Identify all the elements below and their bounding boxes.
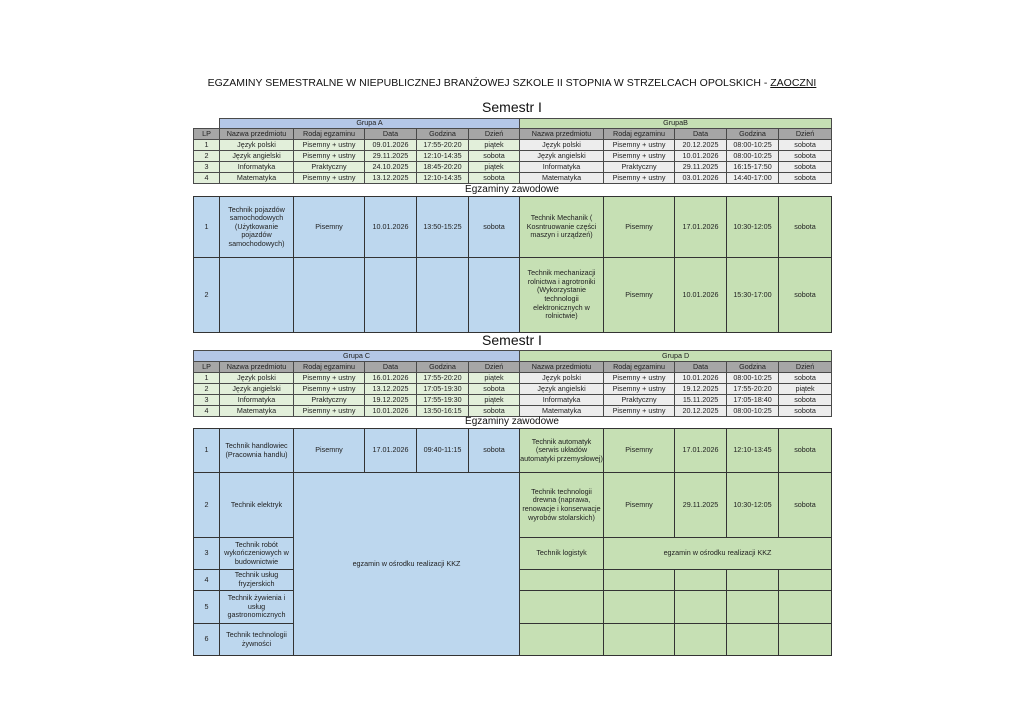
day-cell: sobota: [779, 162, 832, 173]
table-row: [194, 151, 832, 162]
exam-type-cell: Pisemny: [604, 473, 675, 538]
col-lp: LP: [194, 129, 220, 140]
time-cell: 13:50-15:25: [417, 197, 469, 258]
exam-type-cell: Praktyczny: [604, 395, 675, 406]
column-header-row: [194, 129, 832, 140]
day-cell: sobota: [779, 140, 832, 151]
time-cell: 17:55-20:20: [727, 384, 779, 395]
column-header-row: [194, 362, 832, 373]
lp-cell: 6: [194, 624, 220, 656]
time-cell: 13:50-16:15: [417, 406, 469, 417]
empty-cell: [675, 591, 727, 624]
table-row: [194, 140, 832, 151]
time-cell: 10:30-12:05: [727, 473, 779, 538]
subject-cell: Informatyka: [520, 162, 604, 173]
title-underlined-text: ZAOCZNI: [770, 77, 817, 89]
semester-heading: Semestr I: [482, 99, 542, 115]
exam-type-cell: Pisemny + ustny: [604, 384, 675, 395]
subject-cell: [220, 258, 294, 333]
lp-cell: 5: [194, 591, 220, 624]
col-time: Godzina: [417, 362, 469, 373]
subject-cell: Informatyka: [220, 162, 294, 173]
time-cell: 09:40-11:15: [417, 429, 469, 473]
exam-type-cell: Pisemny + ustny: [294, 151, 365, 162]
subject-cell: Technik automatyk (serwis układów automatyki przemysłowej): [520, 429, 604, 473]
exam-table-section2: [193, 350, 832, 417]
empty-cell: [675, 624, 727, 656]
col-date: Data: [675, 129, 727, 140]
subject-cell: Matematyka: [220, 406, 294, 417]
date-cell: 13.12.2025: [365, 384, 417, 395]
exam-type-cell: Pisemny: [294, 197, 365, 258]
exam-type-cell: Pisemny: [604, 429, 675, 473]
date-cell: 03.01.2026: [675, 173, 727, 184]
col-subject: Nazwa przedmiotu: [520, 362, 604, 373]
exam-type-cell: Pisemny + ustny: [294, 373, 365, 384]
day-cell: sobota: [469, 384, 520, 395]
subject-cell: Technik technologii żywności: [220, 624, 294, 656]
empty-cell: [675, 570, 727, 591]
col-date: Data: [365, 129, 417, 140]
col-day: Dzień: [469, 362, 520, 373]
subject-cell: Technik mechanizacji rolnictwa i agrotroniki (Wykorzystanie technologii elektronicznych w rolnictwie): [520, 258, 604, 333]
day-cell: sobota: [779, 406, 832, 417]
subject-cell: Informatyka: [220, 395, 294, 406]
group-header-left: Grupa A: [220, 119, 520, 129]
col-subject: Nazwa przedmiotu: [220, 129, 294, 140]
date-cell: 20.12.2025: [675, 140, 727, 151]
time-cell: 12:10-14:35: [417, 151, 469, 162]
date-cell: 10.01.2026: [365, 197, 417, 258]
day-cell: sobota: [779, 395, 832, 406]
kkz-note-cell: egzamin w ośrodku realizacji KKZ: [604, 538, 832, 570]
col-subject: Nazwa przedmiotu: [520, 129, 604, 140]
empty-cell: [779, 591, 832, 624]
exam-type-cell: Pisemny: [294, 429, 365, 473]
lp-cell: 3: [194, 162, 220, 173]
table-row: [194, 406, 832, 417]
subject-cell: Technik usług fryzjerskich: [220, 570, 294, 591]
day-cell: piątek: [779, 384, 832, 395]
subject-cell: Język polski: [220, 140, 294, 151]
subject-cell: Technik elektryk: [220, 473, 294, 538]
vocational-row: [194, 197, 832, 258]
lp-cell: 2: [194, 473, 220, 538]
day-cell: sobota: [469, 173, 520, 184]
exam-type-cell: Praktyczny: [294, 395, 365, 406]
col-exam-type: Rodaj egzaminu: [294, 362, 365, 373]
exam-type-cell: Pisemny: [604, 197, 675, 258]
col-exam-type: Rodaj egzaminu: [604, 362, 675, 373]
subject-cell: Technik żywienia i usług gastronomicznych: [220, 591, 294, 624]
empty-cell: [779, 570, 832, 591]
col-exam-type: Rodaj egzaminu: [294, 129, 365, 140]
subject-cell: Technik logistyk: [520, 538, 604, 570]
lp-cell: 2: [194, 384, 220, 395]
table-row: [194, 384, 832, 395]
time-cell: 18:45-20:20: [417, 162, 469, 173]
table-row: [194, 373, 832, 384]
table-row: [194, 173, 832, 184]
subject-cell: Technik technologii drewna (naprawa, renowacje i konserwacje wyrobów stolarskich): [520, 473, 604, 538]
exam-type-cell: Pisemny + ustny: [604, 173, 675, 184]
vocational-heading: Egzaminy zawodowe: [465, 184, 559, 195]
date-cell: 24.10.2025: [365, 162, 417, 173]
date-cell: 29.11.2025: [675, 162, 727, 173]
day-cell: sobota: [779, 173, 832, 184]
vocational-table-section2: [193, 428, 832, 656]
lp-cell: 4: [194, 570, 220, 591]
date-cell: 10.01.2026: [675, 151, 727, 162]
time-cell: [417, 258, 469, 333]
time-cell: 12:10-14:35: [417, 173, 469, 184]
lp-cell: 1: [194, 429, 220, 473]
time-cell: 12:10-13:45: [727, 429, 779, 473]
day-cell: sobota: [469, 197, 520, 258]
subject-cell: Język angielski: [520, 384, 604, 395]
day-cell: piątek: [469, 140, 520, 151]
lp-cell: 1: [194, 197, 220, 258]
day-cell: sobota: [779, 473, 832, 538]
subject-cell: Technik handlowiec (Pracownia handlu): [220, 429, 294, 473]
date-cell: 17.01.2026: [365, 429, 417, 473]
vocational-heading: Egzaminy zawodowe: [465, 416, 559, 427]
empty-cell: [604, 624, 675, 656]
empty-cell: [194, 119, 220, 129]
day-cell: sobota: [779, 373, 832, 384]
date-cell: 16.01.2026: [365, 373, 417, 384]
exam-type-cell: Pisemny + ustny: [604, 406, 675, 417]
table-row: [194, 162, 832, 173]
col-exam-type: Rodaj egzaminu: [604, 129, 675, 140]
date-cell: 10.01.2026: [675, 258, 727, 333]
time-cell: 08:00-10:25: [727, 151, 779, 162]
lp-cell: 1: [194, 373, 220, 384]
date-cell: 10.01.2026: [365, 406, 417, 417]
day-cell: sobota: [469, 151, 520, 162]
date-cell: 09.01.2026: [365, 140, 417, 151]
empty-cell: [604, 570, 675, 591]
subject-cell: Język angielski: [220, 151, 294, 162]
subject-cell: Matematyka: [220, 173, 294, 184]
empty-cell: [520, 570, 604, 591]
date-cell: 19.12.2025: [365, 395, 417, 406]
empty-cell: [604, 591, 675, 624]
col-day: Dzień: [779, 129, 832, 140]
empty-cell: [520, 624, 604, 656]
subject-cell: Technik Mechanik ( Kosntruowanie części maszyn i urządzeń): [520, 197, 604, 258]
date-cell: 20.12.2025: [675, 406, 727, 417]
exam-type-cell: Pisemny + ustny: [294, 140, 365, 151]
day-cell: piątek: [469, 395, 520, 406]
vocational-row: [194, 473, 832, 538]
time-cell: 17:05-18:40: [727, 395, 779, 406]
col-time: Godzina: [727, 129, 779, 140]
col-date: Data: [675, 362, 727, 373]
exam-type-cell: Pisemny + ustny: [604, 151, 675, 162]
date-cell: [365, 258, 417, 333]
lp-cell: 4: [194, 173, 220, 184]
date-cell: 13.12.2025: [365, 173, 417, 184]
subject-cell: Język polski: [520, 140, 604, 151]
lp-cell: 3: [194, 538, 220, 570]
day-cell: sobota: [779, 258, 832, 333]
col-day: Dzień: [469, 129, 520, 140]
col-date: Data: [365, 362, 417, 373]
semester-heading: Semestr I: [482, 332, 542, 348]
day-cell: sobota: [469, 429, 520, 473]
col-time: Godzina: [417, 129, 469, 140]
lp-cell: 1: [194, 140, 220, 151]
subject-cell: Matematyka: [520, 173, 604, 184]
time-cell: 17:05-19:30: [417, 384, 469, 395]
date-cell: 29.11.2025: [365, 151, 417, 162]
time-cell: 17:55-19:30: [417, 395, 469, 406]
time-cell: 15:30-17:00: [727, 258, 779, 333]
exam-type-cell: Pisemny + ustny: [604, 373, 675, 384]
day-cell: [469, 258, 520, 333]
col-day: Dzień: [779, 362, 832, 373]
exam-type-cell: Pisemny + ustny: [294, 406, 365, 417]
time-cell: 17:55-20:20: [417, 140, 469, 151]
vocational-row: [194, 429, 832, 473]
group-header-right: Grupa D: [520, 351, 832, 362]
subject-cell: Technik robót wykończeniowych w budownictwie: [220, 538, 294, 570]
time-cell: 08:00-10:25: [727, 373, 779, 384]
lp-cell: 3: [194, 395, 220, 406]
col-subject: Nazwa przedmiotu: [220, 362, 294, 373]
day-cell: sobota: [779, 151, 832, 162]
col-lp: LP: [194, 362, 220, 373]
exam-type-cell: Praktyczny: [294, 162, 365, 173]
time-cell: 08:00-10:25: [727, 406, 779, 417]
subject-cell: Język angielski: [220, 384, 294, 395]
subject-cell: Informatyka: [520, 395, 604, 406]
empty-cell: [727, 570, 779, 591]
empty-cell: [779, 624, 832, 656]
date-cell: 10.01.2026: [675, 373, 727, 384]
day-cell: piątek: [469, 162, 520, 173]
empty-cell: [727, 591, 779, 624]
time-cell: 14:40-17:00: [727, 173, 779, 184]
exam-table-section1: [193, 118, 832, 184]
kkz-note-cell: egzamin w ośrodku realizacji KKZ: [294, 473, 520, 656]
exam-type-cell: Praktyczny: [604, 162, 675, 173]
day-cell: piątek: [469, 373, 520, 384]
empty-cell: [520, 591, 604, 624]
group-header-left: Grupa C: [194, 351, 520, 362]
subject-cell: Język angielski: [520, 151, 604, 162]
table-row: [194, 395, 832, 406]
date-cell: 29.11.2025: [675, 473, 727, 538]
subject-cell: Matematyka: [520, 406, 604, 417]
day-cell: sobota: [779, 429, 832, 473]
time-cell: 16:15-17:50: [727, 162, 779, 173]
vocational-table-section1: [193, 196, 832, 333]
date-cell: 19.12.2025: [675, 384, 727, 395]
title-text: EGZAMINY SEMESTRALNE W NIEPUBLICZNEJ BRANŻOWEJ SZKOLE II STOPNIA W STRZELCACH OPOLSKICH -: [207, 77, 771, 89]
lp-cell: 2: [194, 151, 220, 162]
empty-cell: [727, 624, 779, 656]
time-cell: 10:30-12:05: [727, 197, 779, 258]
col-time: Godzina: [727, 362, 779, 373]
day-cell: sobota: [469, 406, 520, 417]
exam-type-cell: Pisemny + ustny: [294, 384, 365, 395]
lp-cell: 4: [194, 406, 220, 417]
day-cell: sobota: [779, 197, 832, 258]
time-cell: 17:55-20:20: [417, 373, 469, 384]
vocational-row: [194, 258, 832, 333]
exam-type-cell: Pisemny + ustny: [294, 173, 365, 184]
document-title: [0, 77, 1024, 89]
subject-cell: Język polski: [220, 373, 294, 384]
group-header-right: GrupaB: [520, 119, 832, 129]
date-cell: 15.11.2025: [675, 395, 727, 406]
subject-cell: Język polski: [520, 373, 604, 384]
exam-type-cell: Pisemny: [604, 258, 675, 333]
exam-type-cell: [294, 258, 365, 333]
time-cell: 08:00-10:25: [727, 140, 779, 151]
date-cell: 17.01.2026: [675, 197, 727, 258]
subject-cell: Technik pojazdów samochodowych (Użytkowanie pojazdów samochodowych): [220, 197, 294, 258]
exam-type-cell: Pisemny + ustny: [604, 140, 675, 151]
date-cell: 17.01.2026: [675, 429, 727, 473]
lp-cell: 2: [194, 258, 220, 333]
